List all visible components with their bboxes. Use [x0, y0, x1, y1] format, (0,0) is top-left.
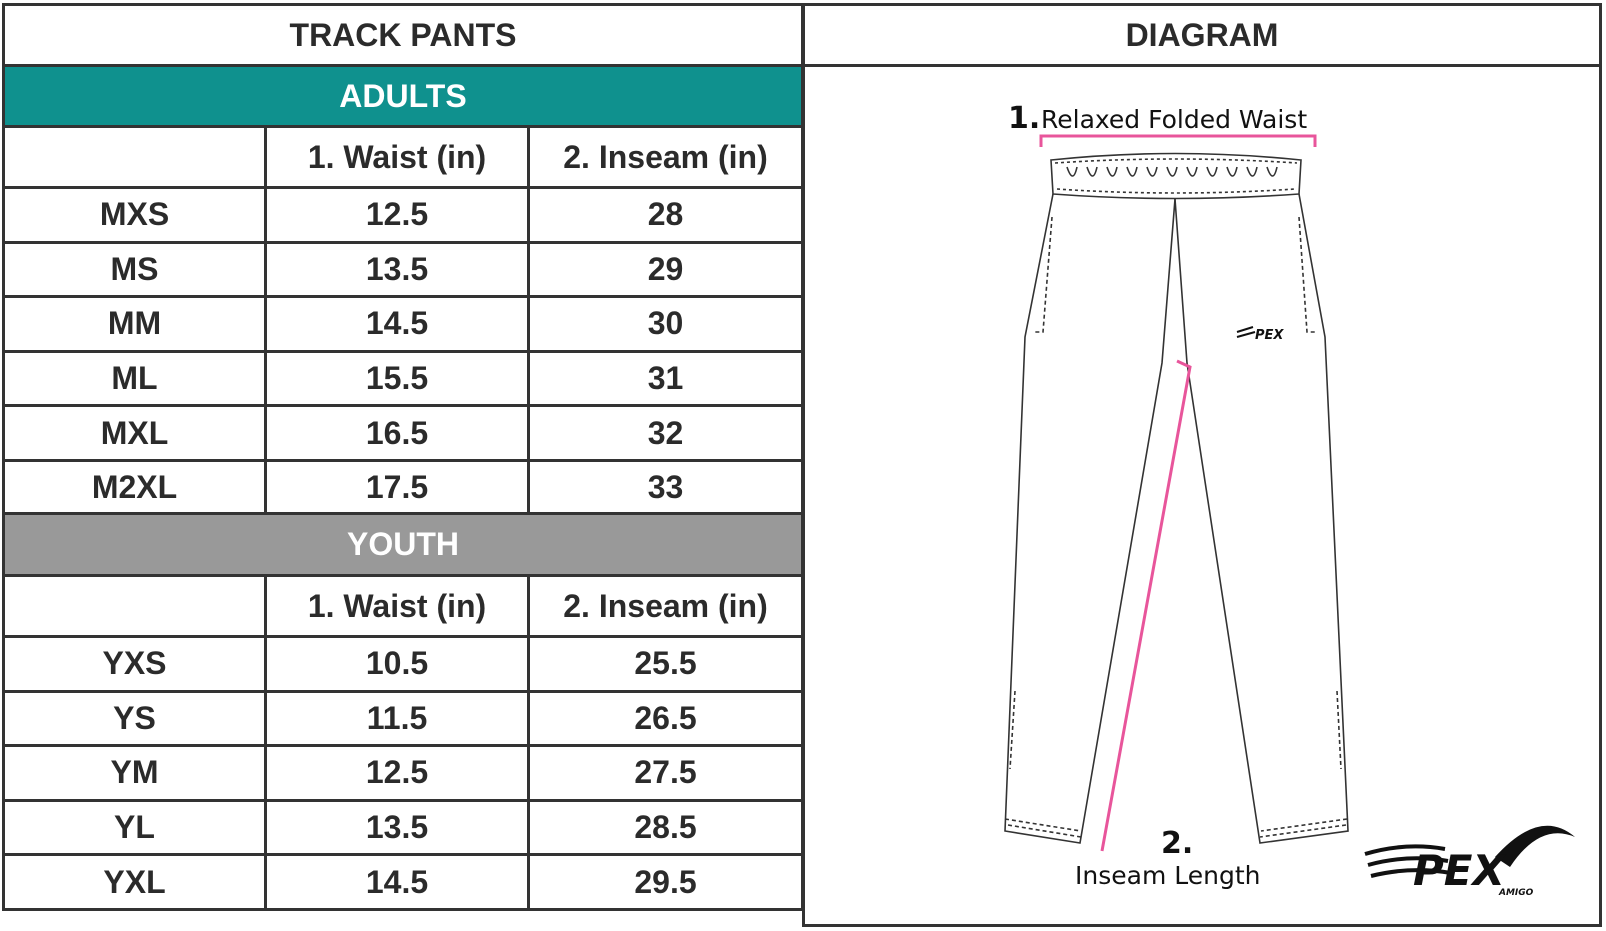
inseam-measure-line [1102, 361, 1190, 851]
youth-section-header: YOUTH [2, 512, 804, 577]
size-cell: M2XL [2, 459, 267, 517]
inseam-cell: 28 [527, 186, 804, 244]
svg-text:PEX: PEX [1255, 328, 1284, 343]
inseam-column-header: 2. Inseam (in) [527, 125, 804, 189]
pants-outline [1005, 154, 1348, 844]
size-column-header [2, 125, 267, 189]
size-cell: YS [2, 690, 267, 748]
waist-number: 1. [1008, 101, 1041, 136]
inseam-label: Inseam Length [1075, 861, 1261, 890]
waist-cell: 13.5 [264, 241, 530, 299]
inseam-cell: 29 [527, 241, 804, 299]
waist-cell: 17.5 [264, 459, 530, 517]
waist-cell: 16.5 [264, 404, 530, 462]
inseam-cell: 25.5 [527, 635, 804, 693]
size-cell: MS [2, 241, 267, 299]
waist-cell: 13.5 [264, 799, 530, 857]
size-table [2, 3, 804, 927]
size-cell: YXS [2, 635, 267, 693]
diagram-panel [802, 64, 1602, 927]
inseam-cell: 30 [527, 295, 804, 353]
adults-section-header: ADULTS [2, 64, 804, 128]
waist-cell: 12.5 [264, 744, 530, 802]
inseam-cell: 27.5 [527, 744, 804, 802]
inseam-cell: 26.5 [527, 690, 804, 748]
waist-measure-bracket [1041, 136, 1315, 147]
waist-cell: 14.5 [264, 295, 530, 353]
waist-cell: 12.5 [264, 186, 530, 244]
waist-cell: 15.5 [264, 350, 530, 408]
size-cell: YXL [2, 853, 267, 911]
size-cell: YM [2, 744, 267, 802]
waist-label: Relaxed Folded Waist [1041, 105, 1308, 134]
inseam-number: 2. [1161, 826, 1194, 861]
diagram-title: DIAGRAM [802, 3, 1602, 67]
pex-amigo-logo-icon [1365, 826, 1575, 898]
inseam-cell: 33 [527, 459, 804, 517]
waist-cell: 14.5 [264, 853, 530, 911]
inseam-cell: 31 [527, 350, 804, 408]
inseam-cell: 29.5 [527, 853, 804, 911]
size-cell: MM [2, 295, 267, 353]
waist-cell: 10.5 [264, 635, 530, 693]
size-cell: YL [2, 799, 267, 857]
pants-diagram [805, 67, 1599, 924]
pants-logo-icon [1237, 327, 1284, 343]
size-column-header [2, 574, 267, 638]
size-cell: MXS [2, 186, 267, 244]
table-title: TRACK PANTS [2, 3, 804, 67]
inseam-cell: 28.5 [527, 799, 804, 857]
waist-column-header: 1. Waist (in) [264, 125, 530, 189]
size-cell: ML [2, 350, 267, 408]
svg-text:PEX: PEX [1413, 846, 1505, 895]
waist-cell: 11.5 [264, 690, 530, 748]
svg-text:AMIGO: AMIGO [1499, 888, 1534, 898]
waist-column-header: 1. Waist (in) [264, 574, 530, 638]
inseam-column-header: 2. Inseam (in) [527, 574, 804, 638]
size-cell: MXL [2, 404, 267, 462]
inseam-cell: 32 [527, 404, 804, 462]
